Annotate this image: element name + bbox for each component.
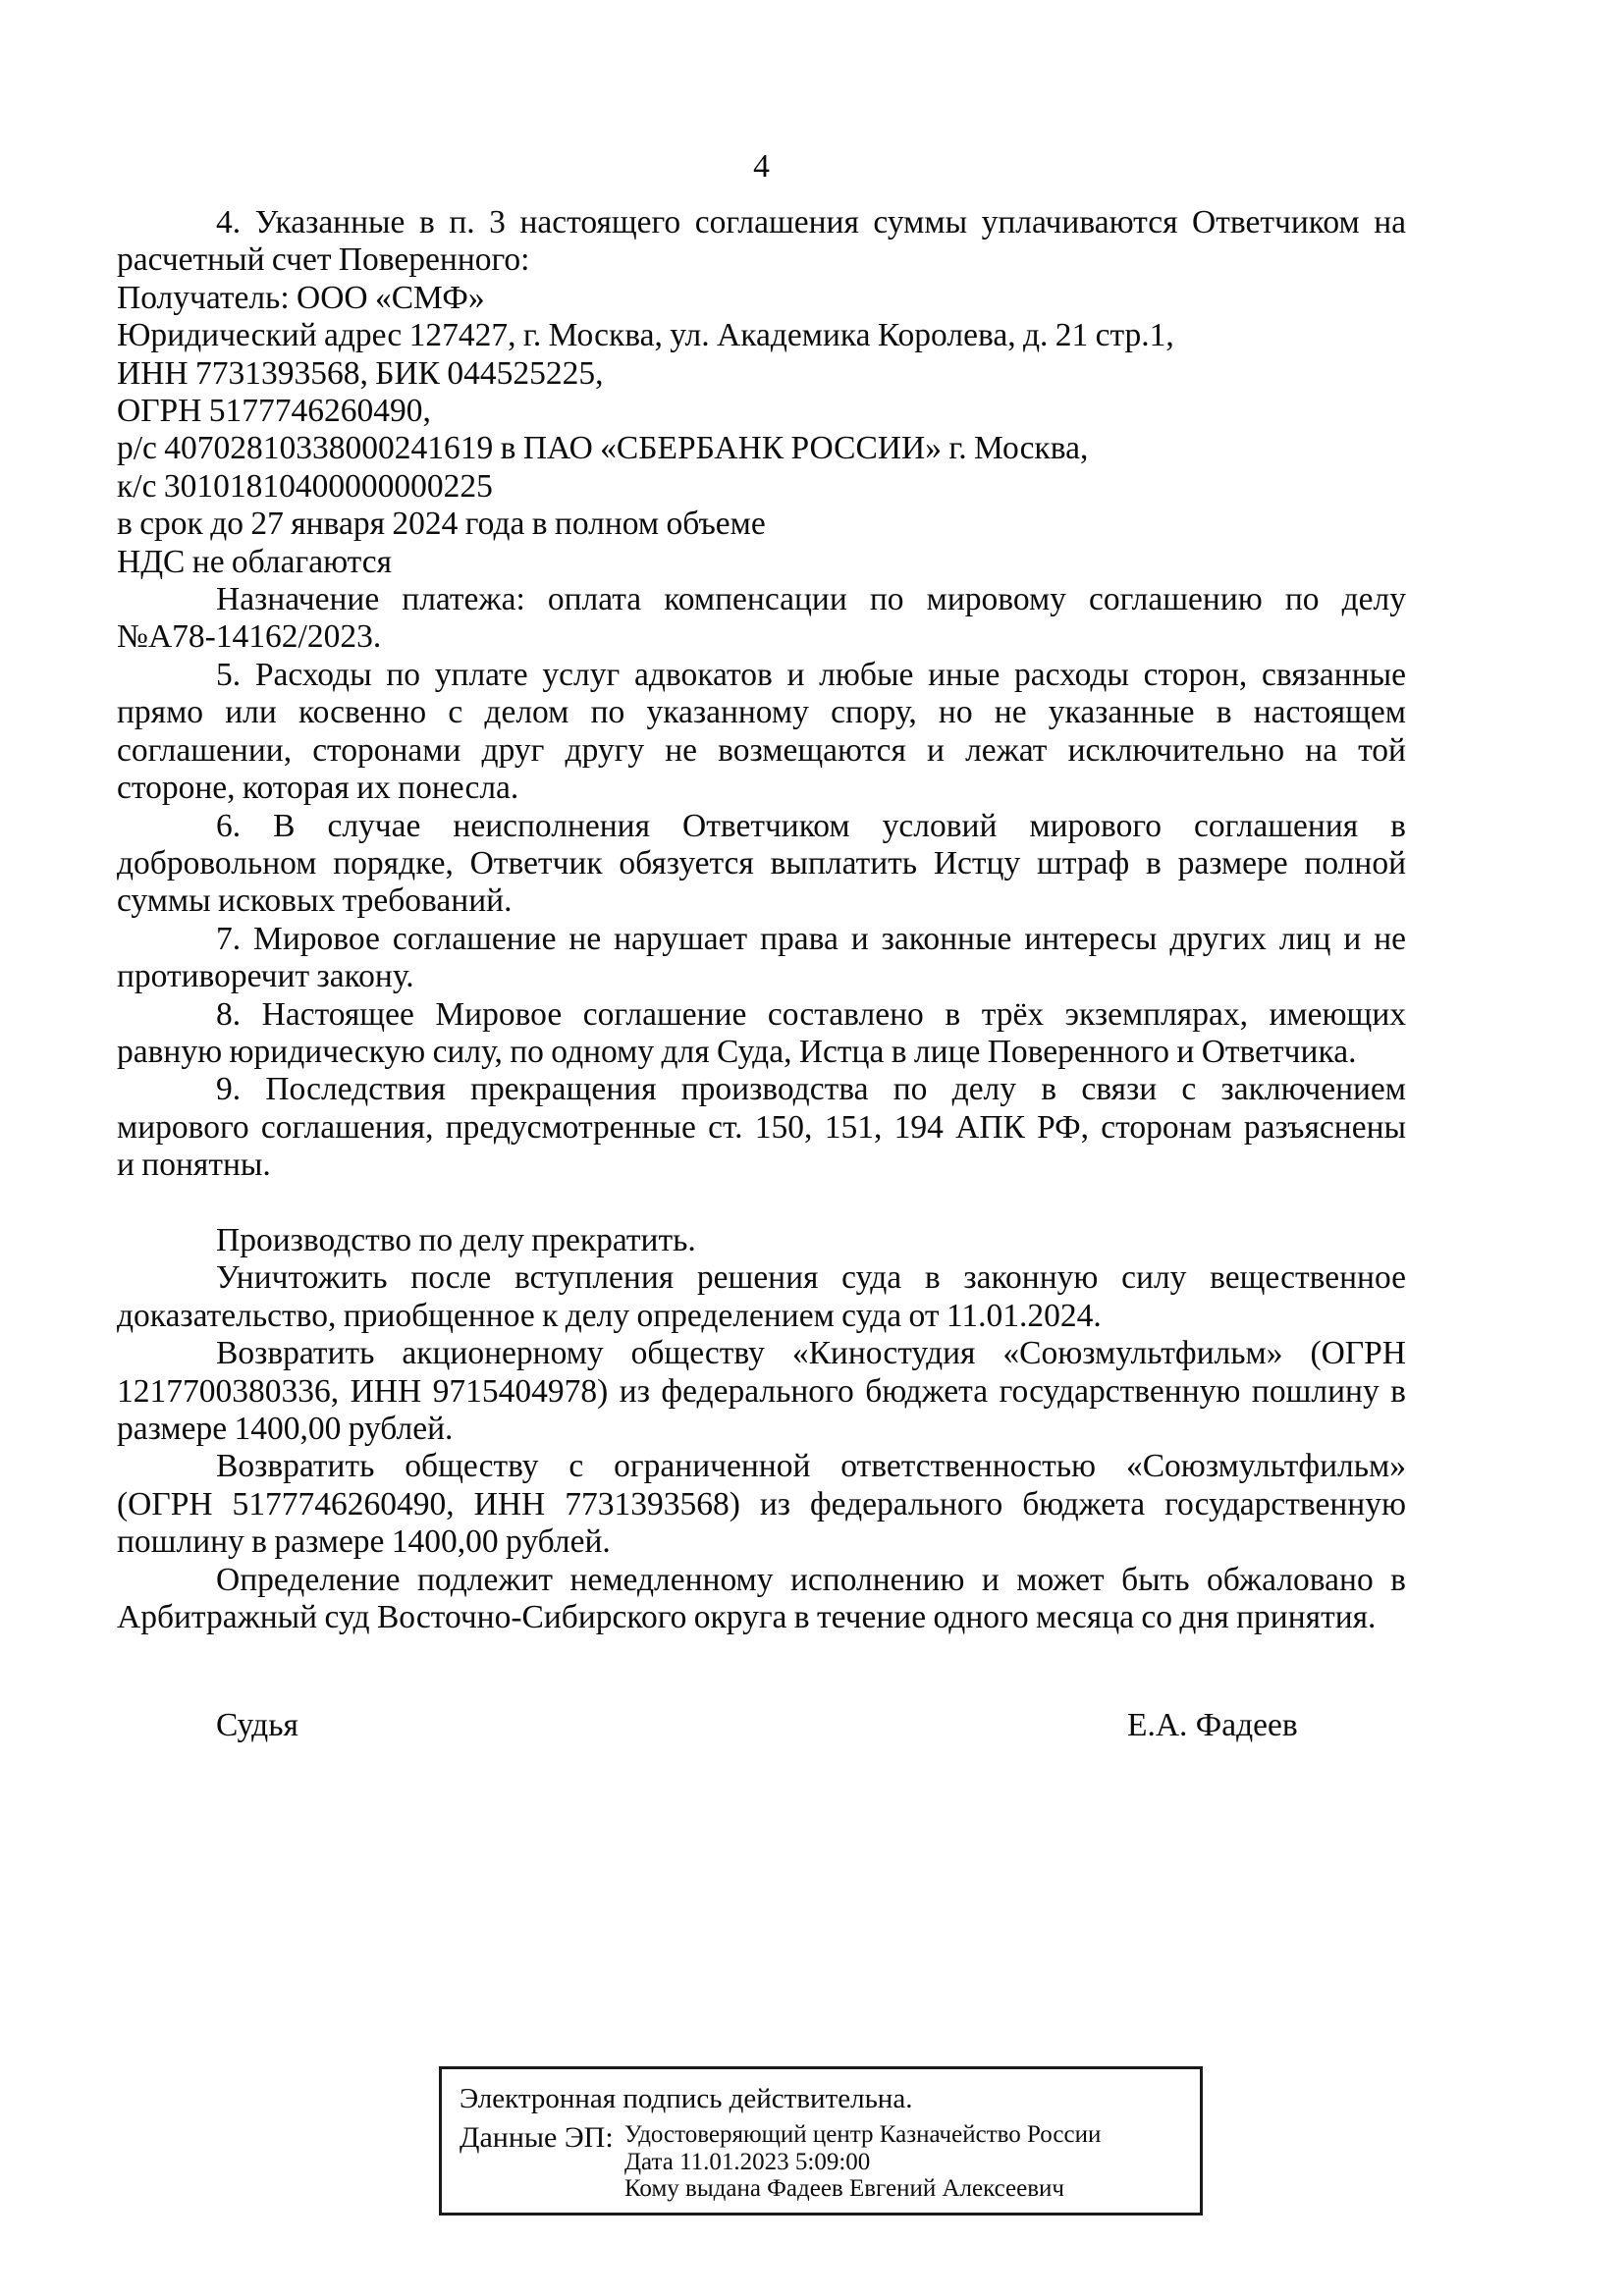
- text-line: соглашении, сторонами друг другу не возмещаются и лежат исключительно на той: [117, 731, 1406, 769]
- eds-valid-text: Электронная подпись действительна.: [460, 2083, 913, 2114]
- text-line: НДС не облагаются: [117, 543, 393, 580]
- text-line: в срок до 27 января 2024 года в полном объеме: [117, 506, 766, 543]
- text-line: Арбитражный суд Восточно-Сибирского округа в течение одного месяца со дня принятия.: [117, 1599, 1377, 1636]
- text-line: прямо или косвенно с делом по указанному спору, но не указанные в настоящем: [117, 694, 1406, 731]
- judge-label: Судья: [216, 1707, 298, 1744]
- text-line: расчетный счет Поверенного:: [117, 241, 530, 279]
- document-body: [117, 204, 1406, 1745]
- text-line: стороне, которая их понесла.: [117, 770, 519, 807]
- text-line: доказательство, приобщенное к делу определением суда от 11.01.2024.: [117, 1297, 1102, 1334]
- signature-row: [117, 1707, 1406, 1744]
- text-line: 1217700380336, ИНН 9715404978) из федерального бюджета государственную пошлину в: [117, 1372, 1406, 1410]
- paragraph: [117, 280, 1406, 581]
- text-line: размере 1400,00 рублей.: [117, 1410, 454, 1447]
- paragraph: [117, 581, 1406, 657]
- eds-data-label: Данные ЭП:: [460, 2121, 614, 2154]
- judge-name: Е.А. Фадеев: [1127, 1707, 1298, 1744]
- blank-line: [117, 1185, 1406, 1222]
- text-line: суммы исковых требований.: [117, 882, 513, 920]
- text-line: Получатель: ООО «СМФ»: [117, 279, 485, 316]
- text-line: мирового соглашения, предусмотренные ст. 150, 151, 194 АПК РФ, сторонам разъяснены: [117, 1108, 1406, 1146]
- paragraph: [117, 921, 1406, 996]
- text-line: 6. В случае неисполнения Ответчиком условий мирового соглашения в: [216, 807, 1406, 844]
- eds-data-row: [460, 2121, 1184, 2203]
- eds-details-column: [624, 2121, 1101, 2203]
- text-line: ОГРН 5177746260490,: [117, 393, 431, 430]
- text-line: Производство по делу прекратить.: [216, 1221, 696, 1258]
- text-line: Юридический адрес 127427, г. Москва, ул. Академика Королева, д. 21 стр.1,: [117, 317, 1174, 354]
- text-line: противоречит закону.: [117, 958, 414, 995]
- text-line: пошлину в размере 1400,00 рублей.: [117, 1523, 611, 1561]
- text-line: Определение подлежит немедленному исполнению и может быть обжаловано в: [216, 1561, 1406, 1598]
- paragraph: [117, 204, 1406, 280]
- text-line: равную юридическую силу, по одному для Суда, Истца в лице Поверенного и Ответчика.: [117, 1033, 1357, 1070]
- paragraph: [117, 1335, 1406, 1448]
- eds-detail-line: Кому выдана Фадеев Евгений Алексеевич: [624, 2175, 1064, 2202]
- text-line: 5. Расходы по уплате услуг адвокатов и любые иные расходы сторон, связанные: [216, 656, 1406, 693]
- eds-detail-line: Удостоверяющий центр Казначейство России: [624, 2121, 1102, 2148]
- signature-stamp-box: [439, 2066, 1203, 2216]
- eds-detail-line: Дата 11.01.2023 5:09:00: [624, 2148, 871, 2175]
- text-line: 9. Последствия прекращения производства по делу в связи с заключением: [216, 1071, 1406, 1108]
- paragraph: [117, 996, 1406, 1072]
- paragraph: [117, 808, 1406, 921]
- paragraph: [117, 1562, 1406, 1637]
- text-line: 8. Настоящее Мировое соглашение составлено в трёх экземплярах, имеющих: [216, 995, 1406, 1033]
- text-line: к/с 30101810400000000225: [117, 467, 493, 505]
- text-line: 4. Указанные в п. 3 настоящего соглашения суммы уплачиваются Ответчиком на: [216, 204, 1406, 240]
- text-line: 7. Мировое соглашение не нарушает права и законные интересы других лиц и не: [216, 920, 1406, 957]
- paragraph: [117, 1259, 1406, 1335]
- paragraph: [117, 657, 1406, 808]
- paragraph: [117, 1222, 1406, 1259]
- paragraph: [117, 1071, 1406, 1184]
- text-line: и понятны.: [117, 1147, 271, 1184]
- text-line: р/с 40702810338000241619 в ПАО «СБЕРБАНК РОССИИ» г. Москва,: [117, 430, 1089, 467]
- text-line: Уничтожить после вступления решения суда в законную силу вещественное: [216, 1259, 1406, 1297]
- page-number: 4: [753, 148, 770, 185]
- text-line: Возвратить обществу с ограниченной ответственностью «Союзмультфильм»: [216, 1448, 1406, 1485]
- text-line: №А78-14162/2023.: [117, 618, 382, 656]
- paragraph: [117, 1448, 1406, 1561]
- text-line: (ОГРН 5177746260490, ИНН 7731393568) из федерального бюджета государственную: [117, 1485, 1406, 1522]
- text-line: добровольном порядке, Ответчик обязуется выплатить Истцу штраф в размере полной: [117, 844, 1406, 881]
- text-line: Назначение платежа: оплата компенсации по мировому соглашению по делу: [216, 581, 1406, 618]
- text-line: Возвратить акционерному обществу «Киностудия «Союзмультфильм» (ОГРН: [216, 1335, 1406, 1372]
- text-line: ИНН 7731393568, БИК 044525225,: [117, 354, 604, 392]
